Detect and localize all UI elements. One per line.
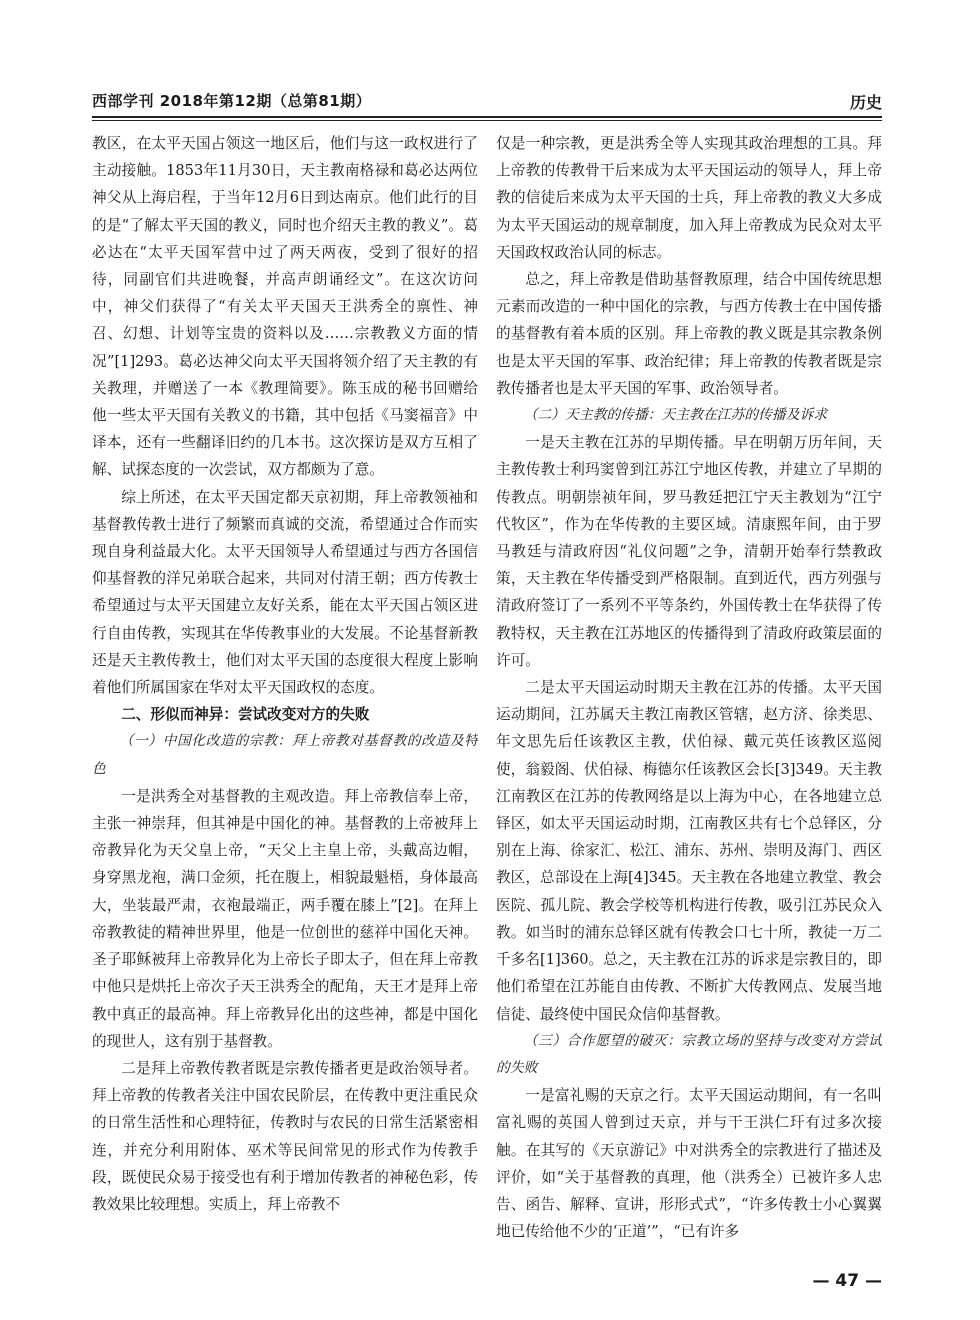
left-column <box>92 130 478 1255</box>
paragraph: 一是洪秀全对基督教的主观改造。拜上帝教信奉上帝，主张一神崇拜，但其神是中国化的神。基督教的上帝被拜上帝教异化为天父皇上帝，“天父上主皇上帝，头戴高边帽，身穿黑龙袍，满口金须，托在腹上，相貌最魁梧，身体最高大，坐装最严肃，衣袍最端正，两手覆在膝上”[2]。在拜上帝教教徒的精神世界里，他是一位创世的慈祥中国化天神。圣子耶稣被拜上帝教异化为上帝长子即太子，但在拜上帝教中他只是烘托上帝次子天王洪秀全的配角，天王才是拜上帝教中真正的最高神。拜上帝教异化出的这些神，都是中国化的现世人，这有别于基督教。 <box>92 787 478 1050</box>
paragraph-continued: 仅是一种宗教，更是洪秀全等人实现其政治理想的工具。拜上帝教的传教骨干后来成为太平天国运动的领导人，拜上帝教的信徒后来成为太平天国的士兵，拜上帝教的教义大多成为太平天国运动的规章制度，加入拜上帝教成为民众对太平天国政权政治认同的标志。 <box>496 135 882 261</box>
header-rule <box>92 116 882 118</box>
paragraph: 一是天主教在江苏的早期传播。早在明朝万历年间，天主教传教士利玛窦曾到江苏江宁地区传教，并建立了早期的传教点。明朝崇祯年间，罗马教廷把江宁天主教划为“江宁代牧区”，作为在华传教的主要区域。清康熙年间，由于罗马教廷与清政府因“礼仪问题”之争，清朝开始奉行禁教政策，天主教在华传播受到严格限制。直到近代，西方列强与清政府签订了一系列不平等条约，外国传教士在华获得了传教特权，天主教在江苏地区的传播得到了清政府政策层面的许可。 <box>496 434 882 669</box>
paragraph: 综上所述，在太平天国定都天京初期，拜上帝教领袖和基督教传教士进行了频繁而真诚的交流，希望通过合作而实现自身利益最大化。太平天国领导人希望通过与西方各国信仰基督教的洋兄弟联合起来，共同对付清王朝；西方传教士希望通过与太平天国建立友好关系，能在太平天国占领区进行自由传教，实现其在华传教事业的大发展。不论基督新教还是天主教传教士，他们对太平天国的态度很大程度上影响着他们所属国家在华对太平天国政权的态度。 <box>92 488 478 697</box>
subsection-heading: （一）中国化改造的宗教：拜上帝教对基督教的改造及特色 <box>92 733 478 777</box>
paragraph-continued: 教区，在太平天国占领这一地区后，他们与这一政权进行了主动接触。1853年11月30日，天主教南格禄和葛必达两位神父从上海启程，于当年12月6日到达南京。他们此行的目的是“了解太平天国的教义，同时也介绍天主教的教义”。葛必达在“太平天国军营中过了两天两夜，受到了很好的招待，同副官们共进晚餐，并高声朗诵经文”。在这次访问中，神父们获得了“有关太平天国天王洪秀全的禀性、神召、幻想、计划等宝贵的资料以及……宗教教义方面的情况”[1]293。葛必达神父向太平天国将领介绍了天主教的有关教理，并赠送了一本《教理简要》。陈玉成的秘书回赠给他一些太平天国有关教义的书籍，其中包括《马窦福音》中译本，还有一些翻译旧约的几本书。这次探访是双方互相了解、试探态度的一次尝试，双方都颇为了意。 <box>92 135 478 479</box>
paragraph: 二是太平天国运动时期天主教在江苏的传播。太平天国运动期间，江苏属天主教江南教区管辖，赵方济、徐类思、年文思先后任该教区主教，伏伯禄、戴元英任该教区巡阅使，翁毅阁、伏伯禄、梅德尔任该教区会长[3]349。天主教江南教区在江苏的传教网络是以上海为中心，在各地建立总铎区，如太平天国运动时期，江南教区共有七个总铎区，分别在上海、徐家汇、松江、浦东、苏州、崇明及海门、西区教区，总部设在上海[4]345。天主教在各地建立教堂、教会医院、孤儿院、教会学校等机构进行传教，吸引江苏民众入教。如当时的浦东总铎区就有传教会口七十所，教徒一万二千多名[1]360。总之，天主教在江苏的诉求是宗教目的，即他们希望在江苏能自由传教、不断扩大传教网点、发展当地信徒、最终使中国民众信仰基督教。 <box>496 679 882 1023</box>
paragraph: 一是富礼赐的天京之行。太平天国运动期间，有一名叫富礼赐的英国人曾到过天京，并与干王洪仁玕有过多次接触。在其写的《天京游记》中对洪秀全的宗教进行了描述及评价，如“关于基督教的真理，他（洪秀全）已被许多人忠告、函告、解释、宣讲，形形式式”，“许多传教士小心翼翼地已传给他不少的‘正道’”，“已有许多 <box>496 1087 882 1241</box>
page-header <box>92 90 882 116</box>
page-number: — 47 — <box>812 1271 882 1291</box>
section-heading: 二、形似而神异：尝试改变对方的失败 <box>121 706 370 724</box>
paragraph: 总之，拜上帝教是借助基督教原理，结合中国传统思想元素而改造的一种中国化的宗教，与西方传教士在中国传播的基督教有着本质的区别。拜上帝教的教义既是其宗教条例也是太平天国的军事、政治纪律；拜上帝教的传教者既是宗教传播者也是太平天国的军事、政治领导者。 <box>496 271 882 397</box>
section-label: 历史 <box>849 93 882 112</box>
header-rule-thin <box>92 120 882 121</box>
journal-title: 西部学刊 2018年第12期（总第81期） <box>92 92 372 110</box>
subsection-heading: （二）天主教的传播：天主教在江苏的传播及诉求 <box>523 407 828 424</box>
subsection-heading: （三）合作愿望的破灭：宗教立场的坚持与改变对方尝试的失败 <box>496 1032 882 1076</box>
right-column <box>496 130 882 1255</box>
paragraph: 二是拜上帝教传教者既是宗教传播者更是政治领导者。拜上帝教的传教者关注中国农民阶层，在传教中更注重民众的日常生活性和心理特征，传教时与农民的日常生活紧密相连，并充分利用附体、巫术等民间常见的形式作为传教手段，既使民众易于接受也有利于增加传教者的神秘色彩，传教效果比较理想。实质上，拜上帝教不 <box>92 1059 478 1213</box>
